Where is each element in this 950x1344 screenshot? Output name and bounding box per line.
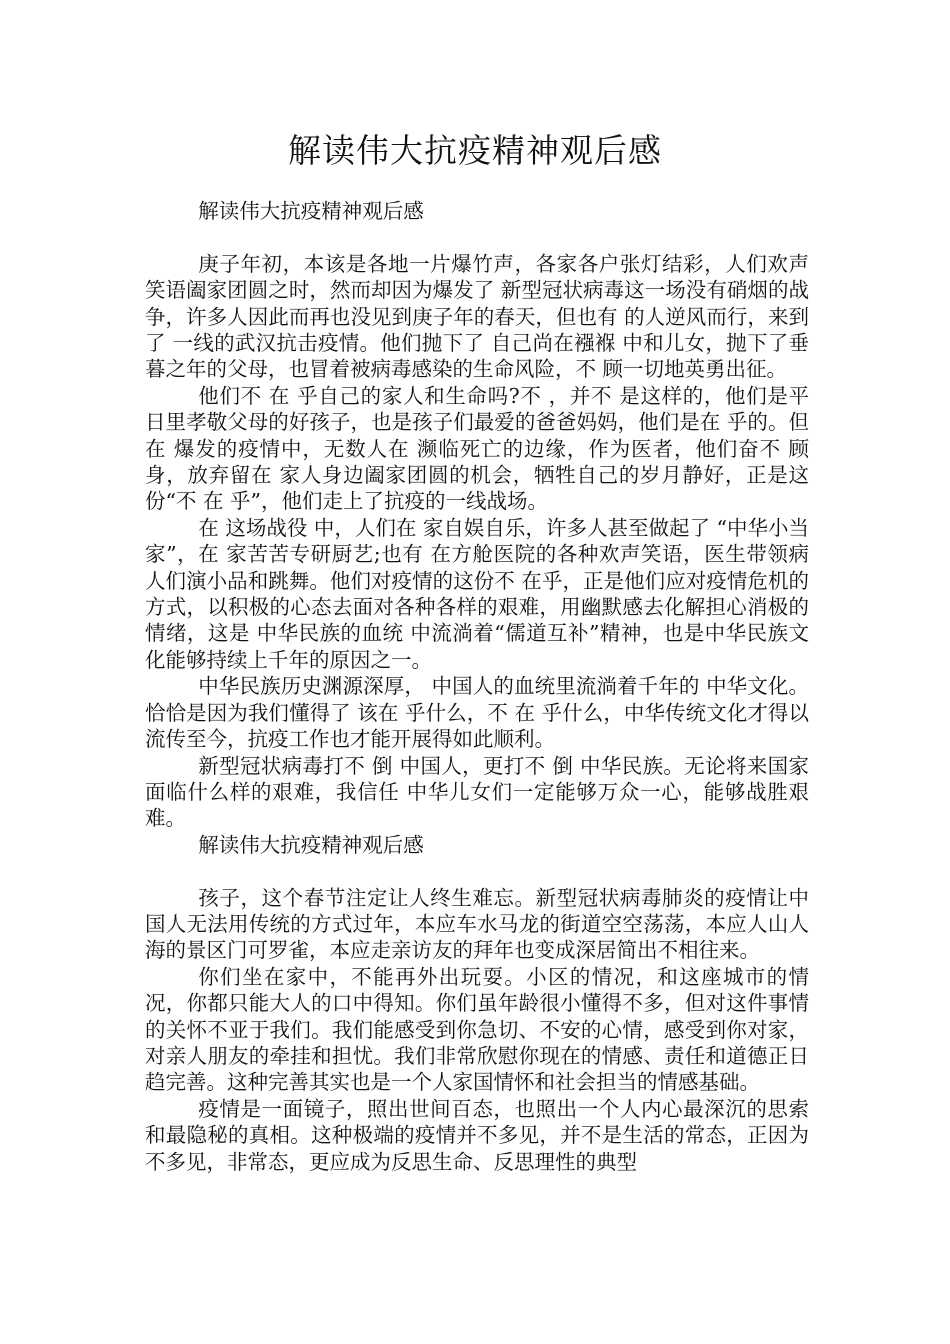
section-heading: 解读伟大抗疫精神观后感 xyxy=(198,832,424,857)
paragraph: 你们坐在家中，不能再外出玩耍。小区的情况，和这座城市的情况，你都只能大人的口中得知。你们虽年龄很小懂得不多，但对这件事情的关怀不亚于我们。我们能感受到你急切、不安的心情，感受到你对家，对亲人朋友的牵挂和担忧。我们非常欣慰你现在的情感、责任和道德正日趋完善。这种完善其实也是一个人家国情怀和社会担当的情感基础。 xyxy=(145,964,809,1095)
paragraph: 孩子，这个春节注定让人终生难忘。新型冠状病毒肺炎的疫情让中国人无法用传统的方式过年，本应车水马龙的街道空空荡荡，本应人山人海的景区门可罗雀，本应走亲访友的拜年也变成深居简出不相往来。 xyxy=(145,885,809,963)
section-heading: 解读伟大抗疫精神观后感 xyxy=(198,199,424,223)
page-title: 解读伟大抗疫精神观后感 xyxy=(288,131,662,170)
paragraph: 他们不 在 乎自己的家人和生命吗?不 ，并不 是这样的，他们是平日里孝敬父母的好孩子，也是孩子们最爱的爸爸妈妈，他们是在 乎的。但在 爆发的疫情中，无数人在 濒临死亡的边缘，作为医者，他们奋不 顾身，放弃留在 家人身边阖家团圆的机会，牺牲自己的岁月静好，正是这份“不 在 乎”，他们走上了抗疫的一线战场。 xyxy=(145,383,809,514)
paragraph: 疫情是一面镜子，照出世间百态，也照出一个人内心最深沉的思索和最隐秘的真相。这种极端的疫情并不多见，并不是生活的常态，正因为不多见，非常态，更应成为反思生命、反思理性的典型 xyxy=(145,1096,809,1174)
paragraph: 中华民族历史渊源深厚， 中国人的血统里流淌着千年的 中华文化。恰恰是因为我们懂得了 该在 乎什么，不 在 乎什么，中华传统文化才得以流传至今，抗疫工作也才能开展得如此顺利。 xyxy=(145,674,809,752)
paragraph: 庚子年初，本该是各地一片爆竹声，各家各户张灯结彩，人们欢声笑语阖家团圆之时，然而却因为爆发了 新型冠状病毒这一场没有硝烟的战争，许多人因此而再也没见到庚子年的春天，但也有 的人逆风而行，来到了 一线的武汉抗击疫情。他们抛下了 自己尚在襁褓 中和儿女，抛下了垂暮之年的父母，也冒着被病毒感染的生命风险，不 顾一切地英勇出征。 xyxy=(145,251,809,382)
blank-line xyxy=(145,224,809,250)
paragraph: 新型冠状病毒打不 倒 中国人，更打不 倒 中华民族。无论将来国家面临什么样的艰难，我信任 中华儿女们一定能够万众一心，能够战胜艰难。 xyxy=(145,753,809,831)
document-body xyxy=(145,198,809,1175)
blank-line xyxy=(145,858,809,884)
paragraph: 在 这场战役 中，人们在 家自娱自乐，许多人甚至做起了 “中华小当家”，在 家苦苦专研厨艺;也有 在方舱医院的各种欢声笑语，医生带领病人们演小品和跳舞。他们对疫情的这份不 在乎，正是他们应对疫情危机的方式，以积极的心态去面对各种各样的艰难，用幽默感去化解担心消极的情绪，这是 中华民族的血统 中流淌着“儒道互补”精神，也是中华民族文化能够持续上千年的原因之一。 xyxy=(145,515,809,672)
